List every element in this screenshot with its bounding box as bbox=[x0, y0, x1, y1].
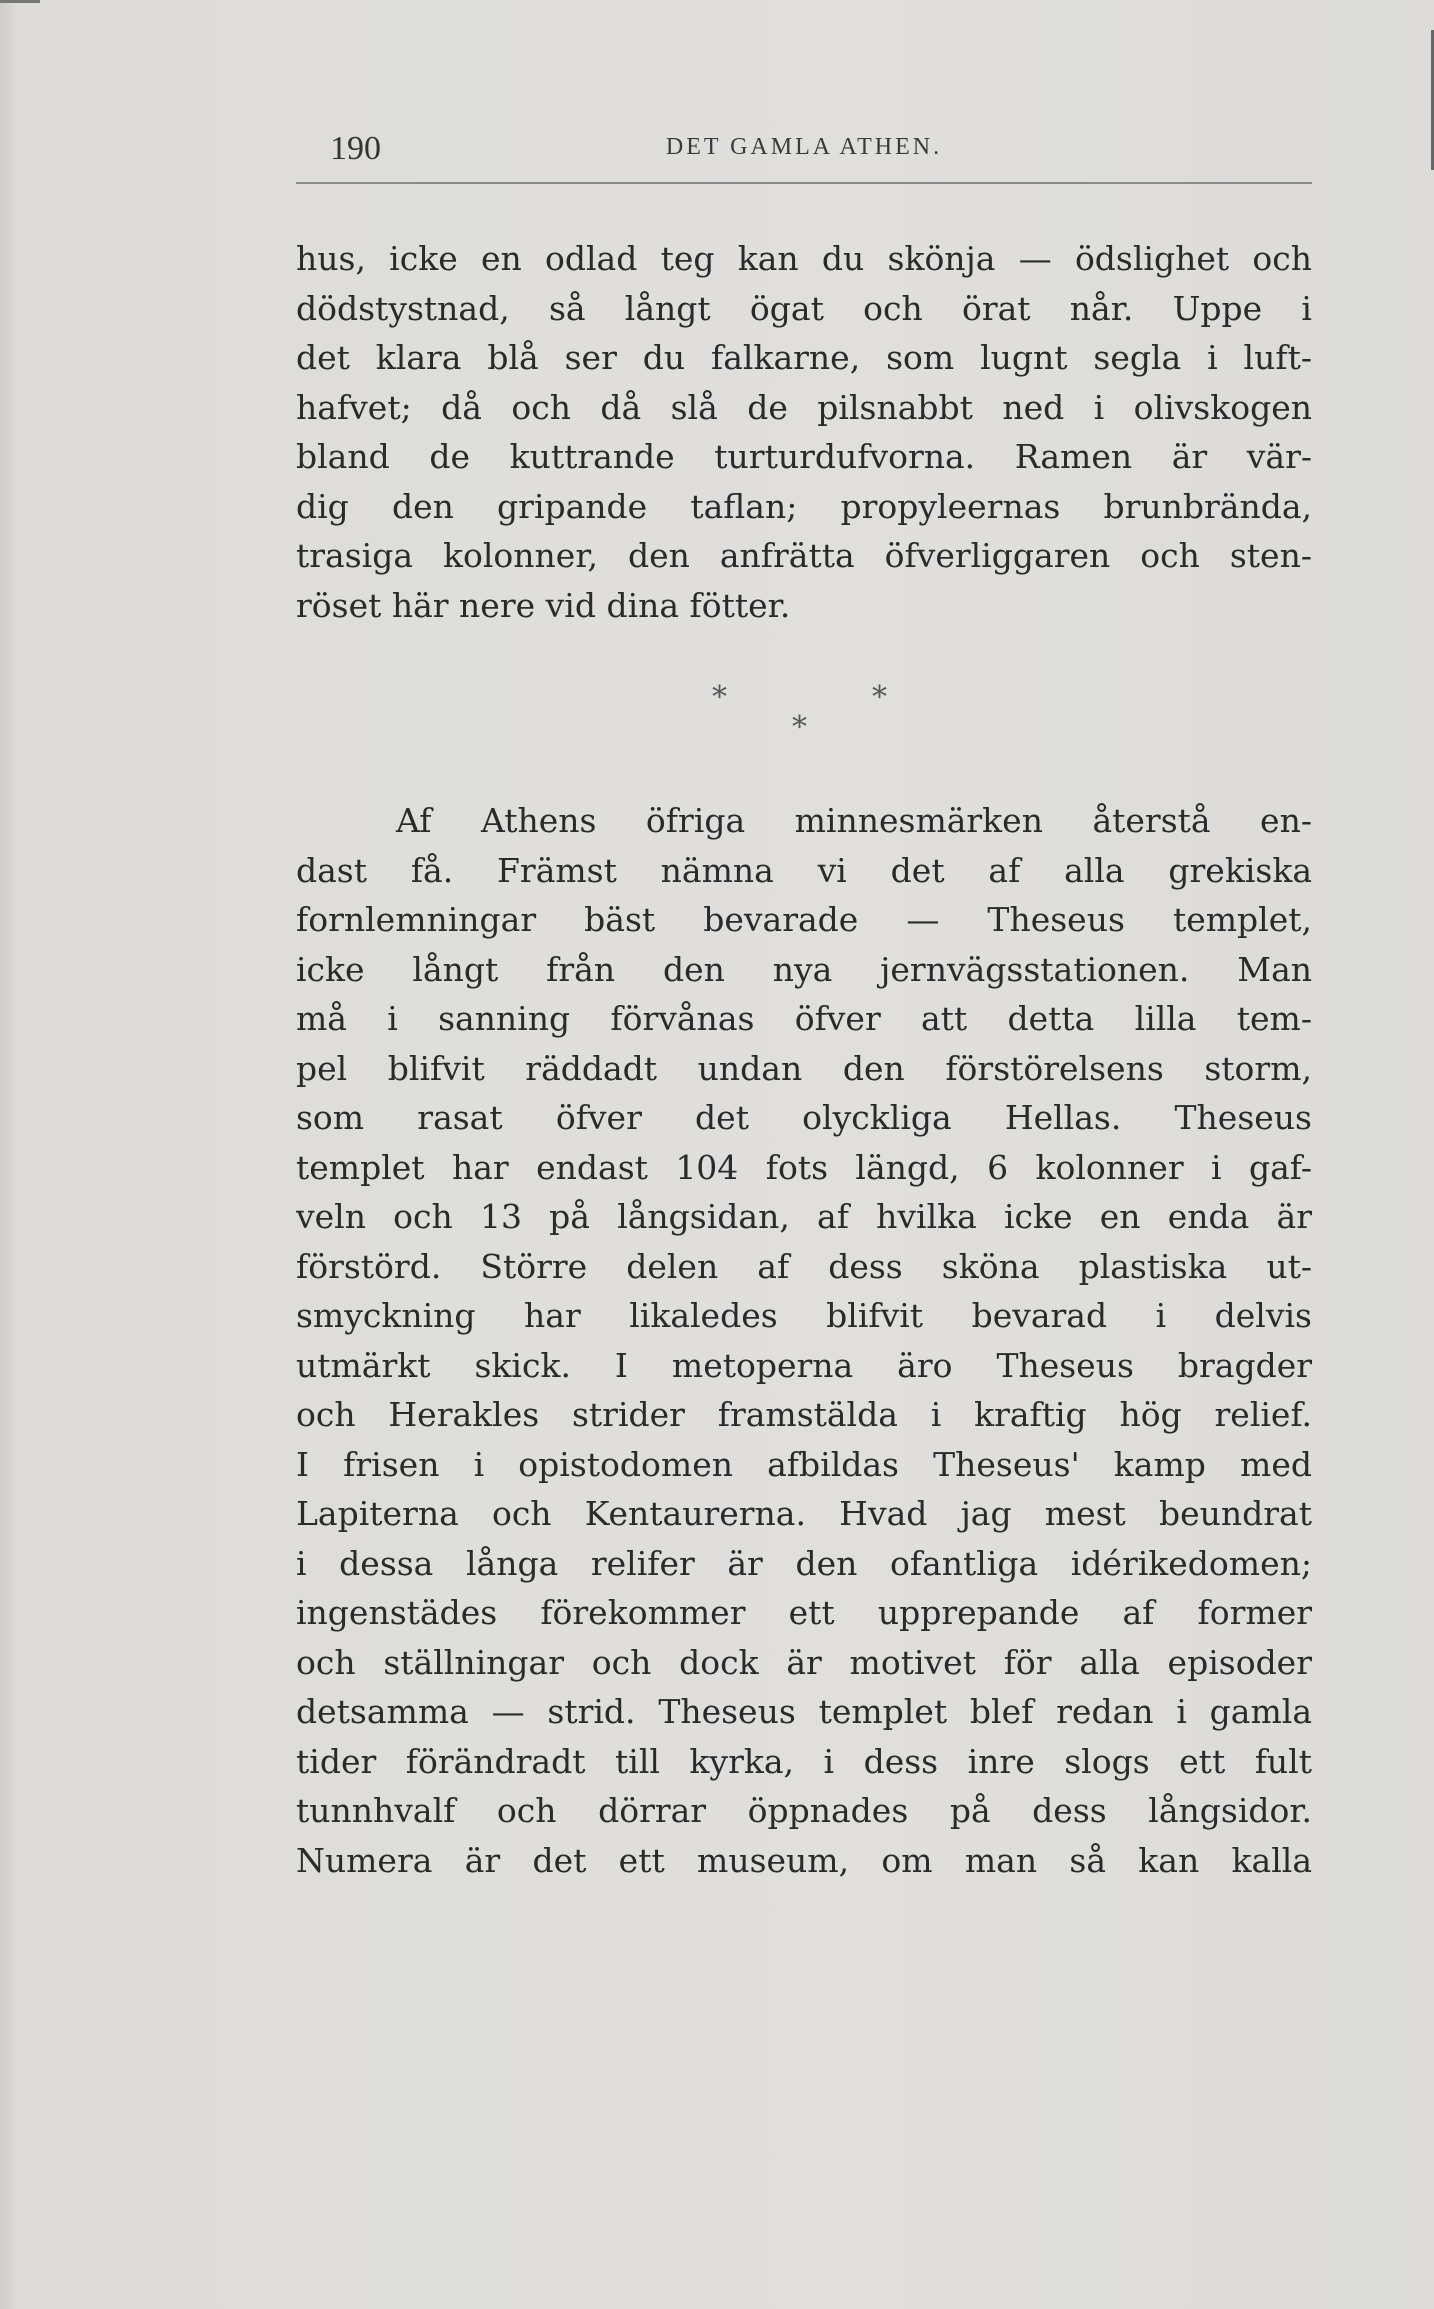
text-line: Lapiterna och Kentaurerna. Hvad jag mest beundrat bbox=[296, 1494, 1312, 1533]
page-header bbox=[296, 130, 1312, 176]
text-line: Af Athens öfriga minnesmärken återstå en- bbox=[396, 801, 1312, 840]
paragraph-2 bbox=[296, 796, 1312, 1885]
text-line: utmärkt skick. I metoperna äro Theseus bragder bbox=[296, 1345, 1312, 1385]
text-line: hus, icke en odlad teg kan du skönja — ödslighet och bbox=[296, 239, 1312, 278]
text-line: det klara blå ser du falkarne, som lugnt segla i luft- bbox=[296, 338, 1312, 377]
paragraph-1 bbox=[296, 234, 1312, 630]
text-line: smyckning har likaledes blifvit bevarad i delvis bbox=[296, 1296, 1312, 1335]
text-line: templet har endast 104 fots längd, 6 kolonner i gaf- bbox=[296, 1147, 1312, 1187]
text-line: dast få. Främst nämna vi det af alla grekiska bbox=[296, 850, 1312, 890]
header-rule bbox=[296, 182, 1312, 184]
text-line: I frisen i opistodomen afbildas Theseus' kamp med bbox=[296, 1444, 1312, 1484]
text-line: pel blifvit räddadt undan den förstörelsens storm, bbox=[296, 1048, 1312, 1088]
text-line: veln och 13 på långsidan, af hvilka icke en enda är bbox=[296, 1197, 1312, 1236]
text-line: Numera är det ett museum, om man så kan kalla bbox=[296, 1840, 1312, 1880]
text-line: som rasat öfver det olyckliga Hellas. Theseus bbox=[296, 1098, 1312, 1137]
text-line: må i sanning förvånas öfver att detta lilla tem- bbox=[296, 999, 1312, 1038]
text-line: trasiga kolonner, den anfrätta öfverliggaren och sten- bbox=[296, 536, 1312, 575]
asterisk-ornament: * bbox=[792, 710, 807, 745]
text-line: och ställningar och dock är motivet för alla episoder bbox=[296, 1642, 1312, 1682]
text-line: hafvet; då och då slå de pilsnabbt ned i olivskogen bbox=[296, 387, 1312, 427]
text-line: förstörd. Större delen af dess sköna plastiska ut- bbox=[296, 1246, 1312, 1286]
text-line: tider förändradt till kyrka, i dess inre slogs ett fult bbox=[296, 1741, 1312, 1781]
text-line: röset här nere vid dina fötter. bbox=[296, 585, 791, 625]
running-head: DET GAMLA ATHEN. bbox=[665, 134, 943, 160]
text-line: fornlemningar bäst bevarade — Theseus templet, bbox=[296, 900, 1312, 939]
text-line: dig den gripande taflan; propyleernas brunbrända, bbox=[296, 486, 1312, 526]
asterisk-ornament: * bbox=[872, 680, 887, 715]
text-line: tunnhvalf och dörrar öppnades på dess långsidor. bbox=[296, 1791, 1312, 1830]
text-line: ingenstädes förekommer ett upprepande af former bbox=[296, 1593, 1312, 1632]
section-break bbox=[296, 680, 1312, 760]
page-number: 190 bbox=[330, 130, 381, 167]
text-line: dödstystnad, så långt ögat och örat når. Uppe i bbox=[296, 288, 1312, 328]
text-line: och Herakles strider framstälda i kraftig hög relief. bbox=[296, 1395, 1312, 1434]
scan-mark-top bbox=[0, 0, 40, 3]
page-left-edge bbox=[0, 0, 14, 2309]
asterisk-ornament: * bbox=[712, 680, 727, 715]
text-line: i dessa långa relifer är den ofantliga idérikedomen; bbox=[296, 1543, 1312, 1583]
text-line: icke långt från den nya jernvägsstationen. Man bbox=[296, 949, 1312, 989]
text-line: detsamma — strid. Theseus templet blef redan i gamla bbox=[296, 1692, 1312, 1731]
text-line: bland de kuttrande turturdufvorna. Ramen är vär- bbox=[296, 437, 1312, 476]
